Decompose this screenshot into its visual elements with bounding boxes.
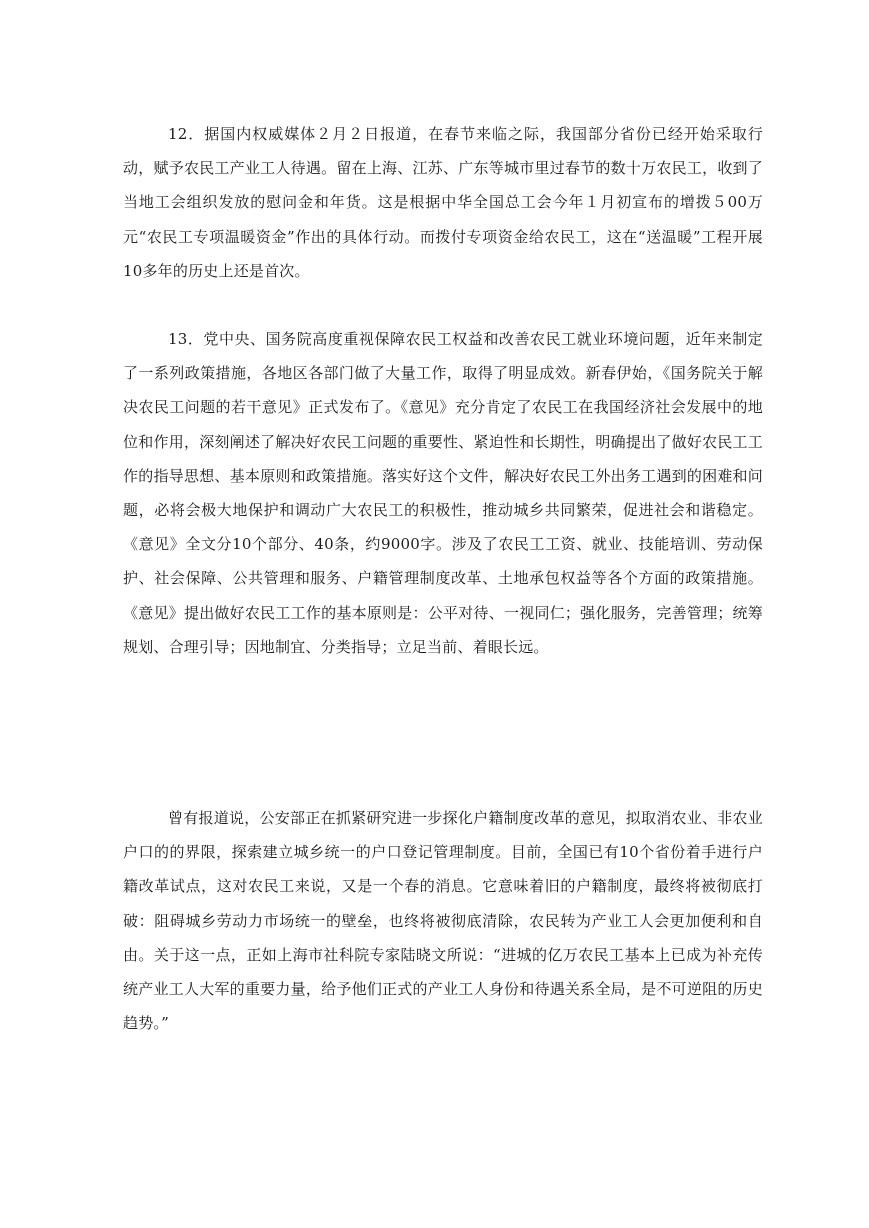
paragraph-household-registration: 曾有报道说，公安部正在抓紧研究进一步探化户籍制度改革的意见，拟取消农业、非农业户口的的界限，探索建立城乡统一的户口登记管理制度。目前，全国已有10个省份着手进行户籍改革试点，这对农民工来说，又是一个春的消息。它意味着旧的户籍制度，最终将被彻底打破：阻碍城乡劳动力市场统一的壁垒，也终将被彻底清除，农民转为产业工人会更加便利和自由。关于这一点，正如上海市社科院专家陆晓文所说：“进城的亿万农民工基本上已成为补充传统产业工人大军的重要力量，给予他们正式的产业工人身份和待遇关系全局，是不可逆阻的历史趋势。” <box>123 809 763 1033</box>
paragraph-12: 12．据国内权威媒体２月２日报道，在春节来临之际，我国部分省份已经开始采取行动，赋予农民工产业工人待遇。留在上海、江苏、广东等城市里过春节的数十万农民工，收到了当地工会组织发放的慰问金和年货。这是根据中华全国总工会今年１月初宣布的增拨５00万元“农民工专项温暖资金”作出的具体行动。而拨付专项资金给农民工，这在“送温暖”工程开展10多年的历史上还是首次。 <box>123 125 763 280</box>
paragraph-13: 13．党中央、国务院高度重视保障农民工权益和改善农民工就业环境问题，近年来制定了一系列政策措施，各地区各部门做了大量工作，取得了明显成效。新春伊始，《国务院关于解决农民工问题的若干意见》正式发布了。《意见》充分肯定了农民工在我国经济社会发展中的地位和作用，深刻阐述了解决好农民工问题的重要性、紧迫性和长期性，明确提出了做好农民工工作的指导思想、基本原则和政策措施。落实好这个文件，解决好农民工外出务工遇到的困难和问题，必将会极大地保护和调动广大农民工的积极性，推动城乡共同繁荣，促进社会和谐稳定。《意见》全文分10个部分、40条，约9000字。涉及了农民工工资、就业、技能培训、劳动保护、社会保障、公共管理和服务、户籍管理制度改革、土地承包权益等各个方面的政策措施。《意见》提出做好农民工工作的基本原则是：公平对待、一视同仁；强化服务，完善管理；统筹规划、合理引导；因地制宜、分类指导；立足当前、着眼长远。 <box>123 330 763 656</box>
